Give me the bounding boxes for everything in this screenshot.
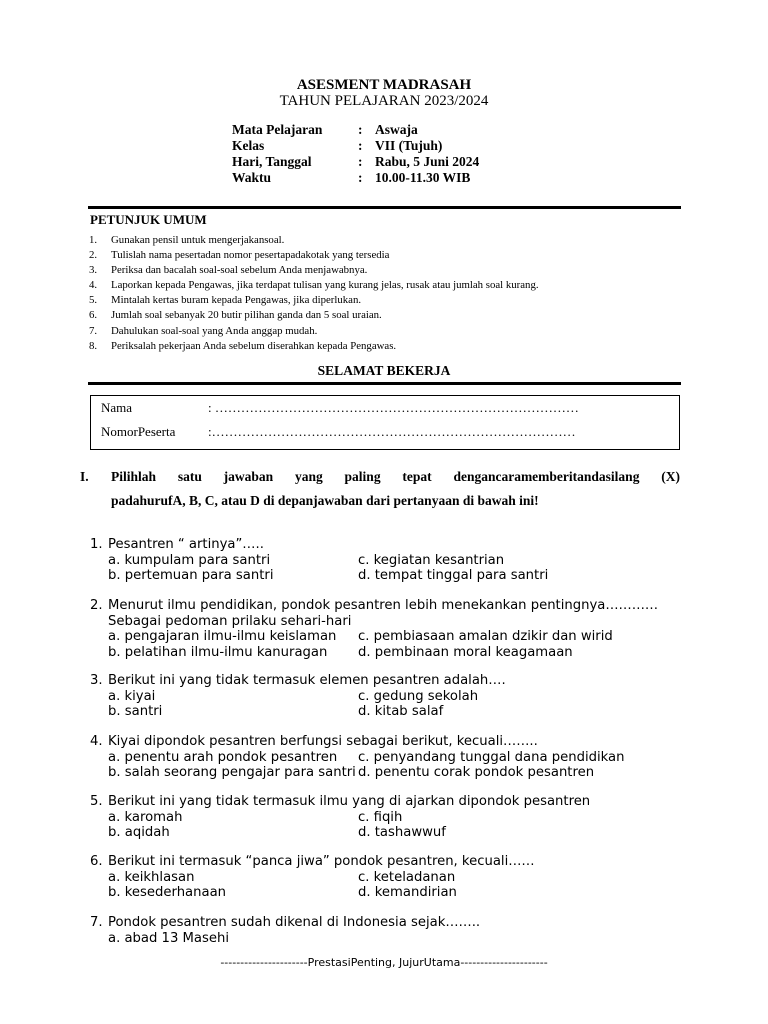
exam-meta bbox=[232, 122, 479, 186]
question-number: 3. bbox=[90, 673, 103, 688]
option-d[interactable]: d. kitab salaf bbox=[358, 704, 444, 719]
meta-sep: : bbox=[358, 138, 363, 153]
question-number: 6. bbox=[90, 854, 103, 869]
question-text bbox=[90, 734, 625, 750]
question-6 bbox=[90, 854, 535, 901]
question-stem: Kiyai dipondok pesantren berfungsi sebagai berikut, kecuali…….. bbox=[108, 734, 538, 749]
item-number: 5. bbox=[89, 294, 98, 307]
item-number: 7. bbox=[89, 324, 98, 337]
section-number: I. bbox=[80, 469, 89, 484]
question-text bbox=[90, 673, 506, 689]
option-a[interactable]: a. abad 13 Masehi bbox=[108, 930, 229, 946]
option-row bbox=[108, 553, 548, 569]
meta-value: VII (Tujuh) bbox=[375, 138, 443, 153]
question-stem: Pesantren “ artinya”….. bbox=[108, 537, 264, 552]
list-item bbox=[89, 263, 539, 278]
meta-row-date bbox=[232, 154, 479, 170]
question-7 bbox=[90, 915, 480, 946]
option-row bbox=[108, 885, 535, 901]
option-d[interactable]: d. tempat tinggal para santri bbox=[358, 568, 549, 583]
meta-row-time bbox=[232, 170, 479, 186]
closing-greeting: SELAMAT BEKERJA bbox=[317, 363, 451, 378]
meta-row-class bbox=[232, 138, 479, 154]
list-item bbox=[89, 248, 539, 263]
option-row bbox=[108, 645, 658, 661]
meta-sep: : bbox=[358, 154, 363, 169]
question-text bbox=[90, 537, 548, 553]
section-instruction-line-1: Pilihlah satu jawaban yang paling tepat dengancaramemberitandasilang (X) bbox=[111, 469, 680, 484]
meta-key: Kelas bbox=[232, 138, 265, 153]
question-number: 2. bbox=[90, 598, 103, 613]
item-text: Mintalah kertas buram kepada Pengawas, jika diperlukan. bbox=[111, 294, 362, 307]
question-2 bbox=[90, 598, 658, 660]
option-a[interactable]: a. pengajaran ilmu-ilmu keislaman bbox=[108, 629, 337, 644]
meta-value: 10.00-11.30 WIB bbox=[375, 170, 471, 185]
name-label: Nama bbox=[101, 400, 133, 415]
meta-row-subject bbox=[232, 122, 479, 138]
meta-value: Rabu, 5 Juni 2024 bbox=[375, 154, 480, 169]
question-number: 7. bbox=[90, 915, 103, 930]
meta-sep: : bbox=[358, 122, 363, 137]
number-label: NomorPeserta bbox=[101, 424, 176, 439]
question-3 bbox=[90, 673, 506, 720]
question-text bbox=[90, 854, 535, 870]
item-number: 2. bbox=[89, 249, 98, 262]
option-a[interactable]: a. kiyai bbox=[108, 688, 156, 704]
meta-key: Hari, Tanggal bbox=[232, 154, 312, 169]
option-a[interactable]: a. karomah bbox=[108, 809, 183, 825]
option-d[interactable]: d. tashawwuf bbox=[358, 825, 446, 840]
list-item bbox=[89, 278, 539, 293]
option-d[interactable]: d. pembinaan moral keagamaan bbox=[358, 644, 573, 660]
question-stem: Berikut ini yang tidak termasuk ilmu yang di ajarkan dipondok pesantren bbox=[108, 794, 591, 809]
list-item bbox=[89, 293, 539, 308]
option-c[interactable]: c. kegiatan kesantrian bbox=[358, 552, 505, 568]
number-field[interactable]: :………………………………………………………………………… bbox=[208, 424, 576, 439]
item-number: 8. bbox=[89, 339, 98, 352]
option-d[interactable]: d. kemandirian bbox=[358, 885, 457, 900]
option-row bbox=[108, 689, 506, 705]
question-4 bbox=[90, 734, 625, 781]
question-text bbox=[90, 794, 590, 810]
option-a[interactable]: a. kumpulam para santri bbox=[108, 552, 271, 568]
question-stem: Berikut ini termasuk “panca jiwa” pondok pesantren, kecuali…… bbox=[108, 854, 535, 869]
question-text bbox=[90, 915, 480, 931]
option-row bbox=[108, 825, 590, 841]
name-row[interactable] bbox=[101, 400, 579, 416]
question-stem: Menurut ilmu pendidikan, pondok pesantren lebih menekankan pentingnya………… bbox=[108, 598, 659, 613]
option-b[interactable]: b. salah seorang pengajar para santri bbox=[108, 765, 356, 780]
divider bbox=[88, 206, 681, 209]
question-stem: Berikut ini yang tidak termasuk elemen pesantren adalah…. bbox=[108, 673, 506, 688]
instructions-title: PETUNJUK UMUM bbox=[90, 212, 207, 227]
option-row bbox=[108, 870, 535, 886]
item-number: 3. bbox=[89, 264, 98, 277]
item-number: 4. bbox=[89, 279, 98, 292]
name-field[interactable]: : ………………………………………………………………………… bbox=[208, 400, 579, 415]
option-row bbox=[108, 765, 625, 781]
option-c[interactable]: c. pembiasaan amalan dzikir dan wirid bbox=[358, 629, 613, 644]
item-text: Periksa dan bacalah soal-soal sebelum Anda menjawabnya. bbox=[111, 264, 368, 277]
meta-sep: : bbox=[358, 170, 363, 185]
option-d[interactable]: d. penentu corak pondok pesantren bbox=[358, 765, 595, 780]
option-b[interactable]: b. aqidah bbox=[108, 825, 170, 840]
list-item bbox=[89, 308, 539, 323]
option-row bbox=[108, 568, 548, 584]
option-row bbox=[108, 704, 506, 720]
question-number: 1. bbox=[90, 537, 103, 552]
list-item bbox=[89, 233, 539, 248]
question-stem: Pondok pesantren sudah dikenal di Indonesia sejak…….. bbox=[108, 915, 481, 930]
exam-subtitle: TAHUN PELAJARAN 2023/2024 bbox=[279, 93, 489, 109]
option-row bbox=[108, 931, 480, 947]
divider bbox=[88, 382, 681, 385]
item-text: Jumlah soal sebanyak 20 butir pilihan ganda dan 5 soal uraian. bbox=[111, 309, 382, 322]
option-row bbox=[108, 629, 658, 645]
item-text: Tulislah nama pesertadan nomor pesertapadakotak yang tersedia bbox=[111, 249, 390, 262]
option-b[interactable]: b. pelatihan ilmu-ilmu kanuragan bbox=[108, 644, 328, 660]
option-row bbox=[108, 810, 590, 826]
option-row bbox=[108, 750, 625, 766]
option-a[interactable]: a. penentu arah pondok pesantren bbox=[108, 749, 338, 765]
question-stem: Sebagai pedoman prilaku sehari-hari bbox=[108, 613, 352, 629]
option-c[interactable]: c. gedung sekolah bbox=[358, 688, 479, 704]
option-c[interactable]: c. penyandang tunggal dana pendidikan bbox=[358, 749, 625, 765]
question-5 bbox=[90, 794, 590, 841]
item-number: 6. bbox=[89, 309, 98, 322]
question-text bbox=[90, 598, 658, 614]
list-item bbox=[89, 339, 539, 354]
option-b[interactable]: b. kesederhanaan bbox=[108, 885, 227, 900]
item-text: Periksalah pekerjaan Anda sebelum diserahkan kepada Pengawas. bbox=[111, 339, 397, 352]
instructions-list bbox=[89, 233, 539, 354]
meta-value: Aswaja bbox=[375, 122, 418, 137]
item-number: 1. bbox=[89, 234, 98, 246]
section-instruction-line-2: padahurufA, B, C, atau D di depanjawaban dari pertanyaan di bawah ini! bbox=[111, 493, 539, 508]
item-text: Gunakan pensil untuk mengerjakansoal. bbox=[111, 234, 285, 246]
question-text-continued bbox=[90, 614, 658, 630]
meta-key: Mata Pelajaran bbox=[232, 122, 323, 137]
item-text: Dahulukan soal-soal yang Anda anggap mudah. bbox=[111, 324, 318, 337]
option-a[interactable]: a. keikhlasan bbox=[108, 869, 195, 885]
identity-box bbox=[90, 395, 680, 450]
option-c[interactable]: c. keteladanan bbox=[358, 869, 456, 885]
question-1 bbox=[90, 537, 548, 584]
option-b[interactable]: b. pertemuan para santri bbox=[108, 568, 274, 583]
list-item bbox=[89, 324, 539, 339]
question-number: 4. bbox=[90, 734, 103, 749]
item-text: Laporkan kepada Pengawas, jika terdapat tulisan yang kurang jelas, rusak atau jumlah soal kurang. bbox=[111, 279, 539, 292]
option-c[interactable]: c. fiqih bbox=[358, 809, 403, 825]
exam-title: ASESMENT MADRASAH bbox=[296, 77, 472, 93]
option-b[interactable]: b. santri bbox=[108, 704, 163, 719]
number-row[interactable] bbox=[101, 424, 576, 440]
page-footer: ----------------------PrestasiPenting, JujurUtama---------------------- bbox=[220, 956, 548, 969]
meta-key: Waktu bbox=[232, 170, 272, 185]
question-number: 5. bbox=[90, 794, 103, 809]
